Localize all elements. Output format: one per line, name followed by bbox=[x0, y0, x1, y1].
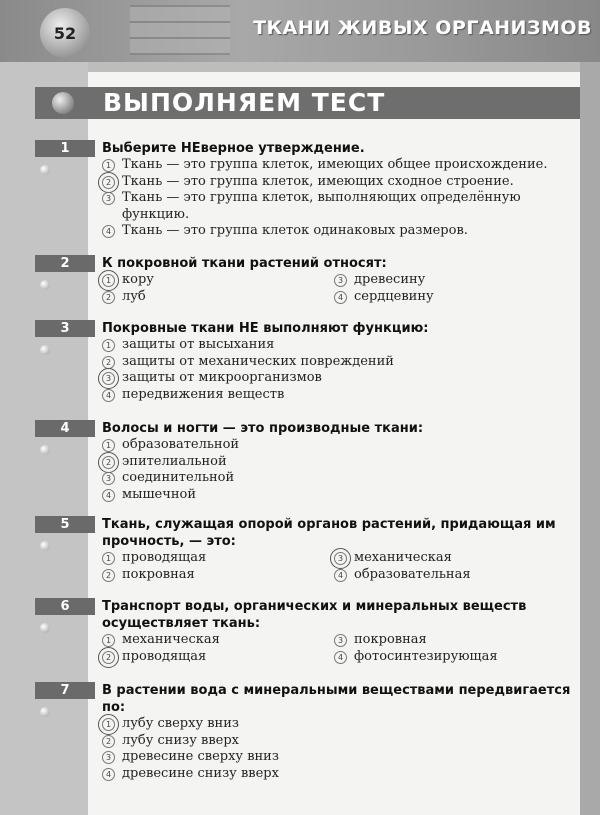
ball-icon bbox=[40, 345, 50, 355]
header-illustration bbox=[130, 5, 230, 55]
ball-icon bbox=[52, 92, 74, 114]
option-number-icon: 4 bbox=[334, 569, 347, 582]
question-number: 4 bbox=[35, 420, 95, 437]
option-text: защиты от высыхания bbox=[122, 337, 275, 352]
option-number-icon: 4 bbox=[102, 768, 115, 781]
ball-icon bbox=[40, 445, 50, 455]
option-number-icon: 2 bbox=[102, 569, 115, 582]
option-number-icon: 2 bbox=[102, 735, 115, 748]
option-text: покровная bbox=[122, 566, 195, 582]
chapter-title: ТКАНИ ЖИВЫХ ОРГАНИЗМОВ bbox=[253, 17, 592, 39]
option-text: эпителиальной bbox=[122, 453, 227, 469]
answer-option[interactable] bbox=[102, 649, 334, 666]
option-number-icon: 2 bbox=[102, 291, 115, 304]
option-text: механическая bbox=[354, 550, 452, 565]
answer-option[interactable] bbox=[102, 190, 580, 223]
option-text: лубу снизу вверх bbox=[122, 732, 239, 748]
question-number: 7 bbox=[35, 682, 95, 699]
option-text: древесине снизу вверх bbox=[122, 765, 279, 781]
answer-option[interactable] bbox=[102, 157, 580, 174]
answer-option[interactable] bbox=[102, 387, 580, 404]
option-number-icon: 1 bbox=[102, 159, 115, 172]
option-number-icon: 2 bbox=[102, 651, 115, 664]
answer-option[interactable] bbox=[102, 766, 580, 783]
answer-option[interactable] bbox=[334, 550, 574, 567]
option-number-icon: 1 bbox=[102, 274, 115, 287]
option-number-icon: 3 bbox=[102, 372, 115, 385]
answer-option[interactable] bbox=[102, 289, 334, 306]
option-number-icon: 2 bbox=[102, 176, 115, 189]
option-number-icon: 3 bbox=[102, 751, 115, 764]
answer-option[interactable] bbox=[102, 354, 580, 371]
answer-option[interactable] bbox=[102, 550, 334, 567]
option-text: проводящая bbox=[122, 648, 207, 664]
option-text: передвижения веществ bbox=[122, 386, 285, 402]
question-number: 3 bbox=[35, 320, 95, 337]
question-text: Ткань, служащая опорой органов растений, придающая им прочность, — это: bbox=[102, 517, 556, 549]
answer-option[interactable] bbox=[102, 632, 334, 649]
option-number-icon: 3 bbox=[102, 472, 115, 485]
option-number-icon: 3 bbox=[334, 274, 347, 287]
answer-option[interactable] bbox=[334, 272, 574, 289]
answer-option[interactable] bbox=[102, 749, 580, 766]
option-text: Ткань — это группа клеток одинаковых размеров. bbox=[122, 223, 468, 238]
answer-option[interactable] bbox=[334, 649, 574, 666]
option-text: покровная bbox=[354, 632, 427, 647]
answer-options bbox=[102, 337, 580, 403]
answer-option[interactable] bbox=[102, 487, 580, 504]
option-number-icon: 4 bbox=[334, 291, 347, 304]
answer-option[interactable] bbox=[102, 470, 580, 487]
option-number-icon: 3 bbox=[334, 634, 347, 647]
option-text: образовательной bbox=[122, 437, 240, 452]
right-margin bbox=[580, 62, 600, 815]
answer-option[interactable] bbox=[102, 437, 580, 454]
option-text: древесину bbox=[354, 272, 426, 287]
answer-options bbox=[102, 157, 580, 240]
option-text: Ткань — это группа клеток, имеющих общее происхождение. bbox=[122, 157, 548, 172]
question-text: К покровной ткани растений относят: bbox=[102, 256, 387, 271]
option-number-icon: 4 bbox=[102, 389, 115, 402]
question-text: Волосы и ногти — это производные ткани: bbox=[102, 421, 424, 436]
option-text: соединительной bbox=[122, 470, 235, 485]
page-number: 52 bbox=[40, 8, 90, 58]
answer-option[interactable] bbox=[334, 289, 574, 306]
option-number-icon: 4 bbox=[102, 489, 115, 502]
ball-icon bbox=[40, 165, 50, 175]
option-text: сердцевину bbox=[354, 288, 434, 304]
answer-option[interactable] bbox=[334, 632, 574, 649]
answer-options bbox=[102, 550, 580, 583]
option-number-icon: 1 bbox=[102, 634, 115, 647]
question-number: 5 bbox=[35, 516, 95, 533]
answer-options bbox=[102, 632, 580, 665]
chapter-header bbox=[0, 0, 600, 62]
question-text: В растении вода с минеральными веществами передвигается по: bbox=[102, 683, 571, 715]
option-text: защиты от механических повреждений bbox=[122, 353, 394, 369]
option-number-icon: 1 bbox=[102, 552, 115, 565]
option-number-icon: 4 bbox=[102, 225, 115, 238]
answer-options bbox=[102, 272, 580, 305]
answer-option[interactable] bbox=[102, 174, 580, 191]
answer-options bbox=[102, 716, 580, 782]
option-text: образовательная bbox=[354, 566, 471, 582]
option-text: мышечной bbox=[122, 486, 196, 502]
answer-options bbox=[102, 437, 580, 503]
ball-icon bbox=[40, 707, 50, 717]
section-title: ВЫПОЛНЯЕМ ТЕСТ bbox=[103, 88, 386, 117]
option-text: проводящая bbox=[122, 550, 207, 565]
option-text: кору bbox=[122, 272, 154, 287]
option-number-icon: 1 bbox=[102, 339, 115, 352]
option-text: луб bbox=[122, 288, 146, 304]
option-number-icon: 3 bbox=[102, 192, 115, 205]
answer-option[interactable] bbox=[102, 337, 580, 354]
hand-drawn-circle-mark bbox=[98, 647, 119, 668]
ball-icon bbox=[40, 280, 50, 290]
question-number: 6 bbox=[35, 598, 95, 615]
option-number-icon: 2 bbox=[102, 356, 115, 369]
question-number: 1 bbox=[35, 140, 95, 157]
question-number: 2 bbox=[35, 255, 95, 272]
option-text: защиты от микроорганизмов bbox=[122, 370, 322, 385]
option-number-icon: 1 bbox=[102, 718, 115, 731]
option-text: древесине сверху вниз bbox=[122, 749, 279, 764]
question-text: Выберите НЕверное утверждение. bbox=[102, 141, 365, 156]
option-number-icon: 1 bbox=[102, 439, 115, 452]
option-number-icon: 2 bbox=[102, 456, 115, 469]
option-text: фотосинтезирующая bbox=[354, 648, 498, 664]
question-text: Покровные ткани НЕ выполняют функцию: bbox=[102, 321, 429, 336]
ball-icon bbox=[40, 541, 50, 551]
answer-option[interactable] bbox=[102, 716, 580, 733]
answer-option[interactable] bbox=[102, 370, 580, 387]
question-text: Транспорт воды, органических и минеральных веществ осуществляет ткань: bbox=[102, 599, 527, 631]
answer-option[interactable] bbox=[102, 733, 580, 750]
answer-option[interactable] bbox=[102, 454, 580, 471]
option-text: Ткань — это группа клеток, выполняющих определённую функцию. bbox=[122, 190, 521, 222]
ball-icon bbox=[40, 623, 50, 633]
option-text: механическая bbox=[122, 632, 220, 647]
answer-option[interactable] bbox=[334, 567, 574, 584]
answer-option[interactable] bbox=[102, 567, 334, 584]
option-number-icon: 4 bbox=[334, 651, 347, 664]
answer-option[interactable] bbox=[102, 223, 580, 240]
option-text: Ткань — это группа клеток, имеющих сходное строение. bbox=[122, 173, 514, 189]
option-number-icon: 3 bbox=[334, 552, 347, 565]
option-text: лубу сверху вниз bbox=[122, 716, 239, 731]
answer-option[interactable] bbox=[102, 272, 334, 289]
